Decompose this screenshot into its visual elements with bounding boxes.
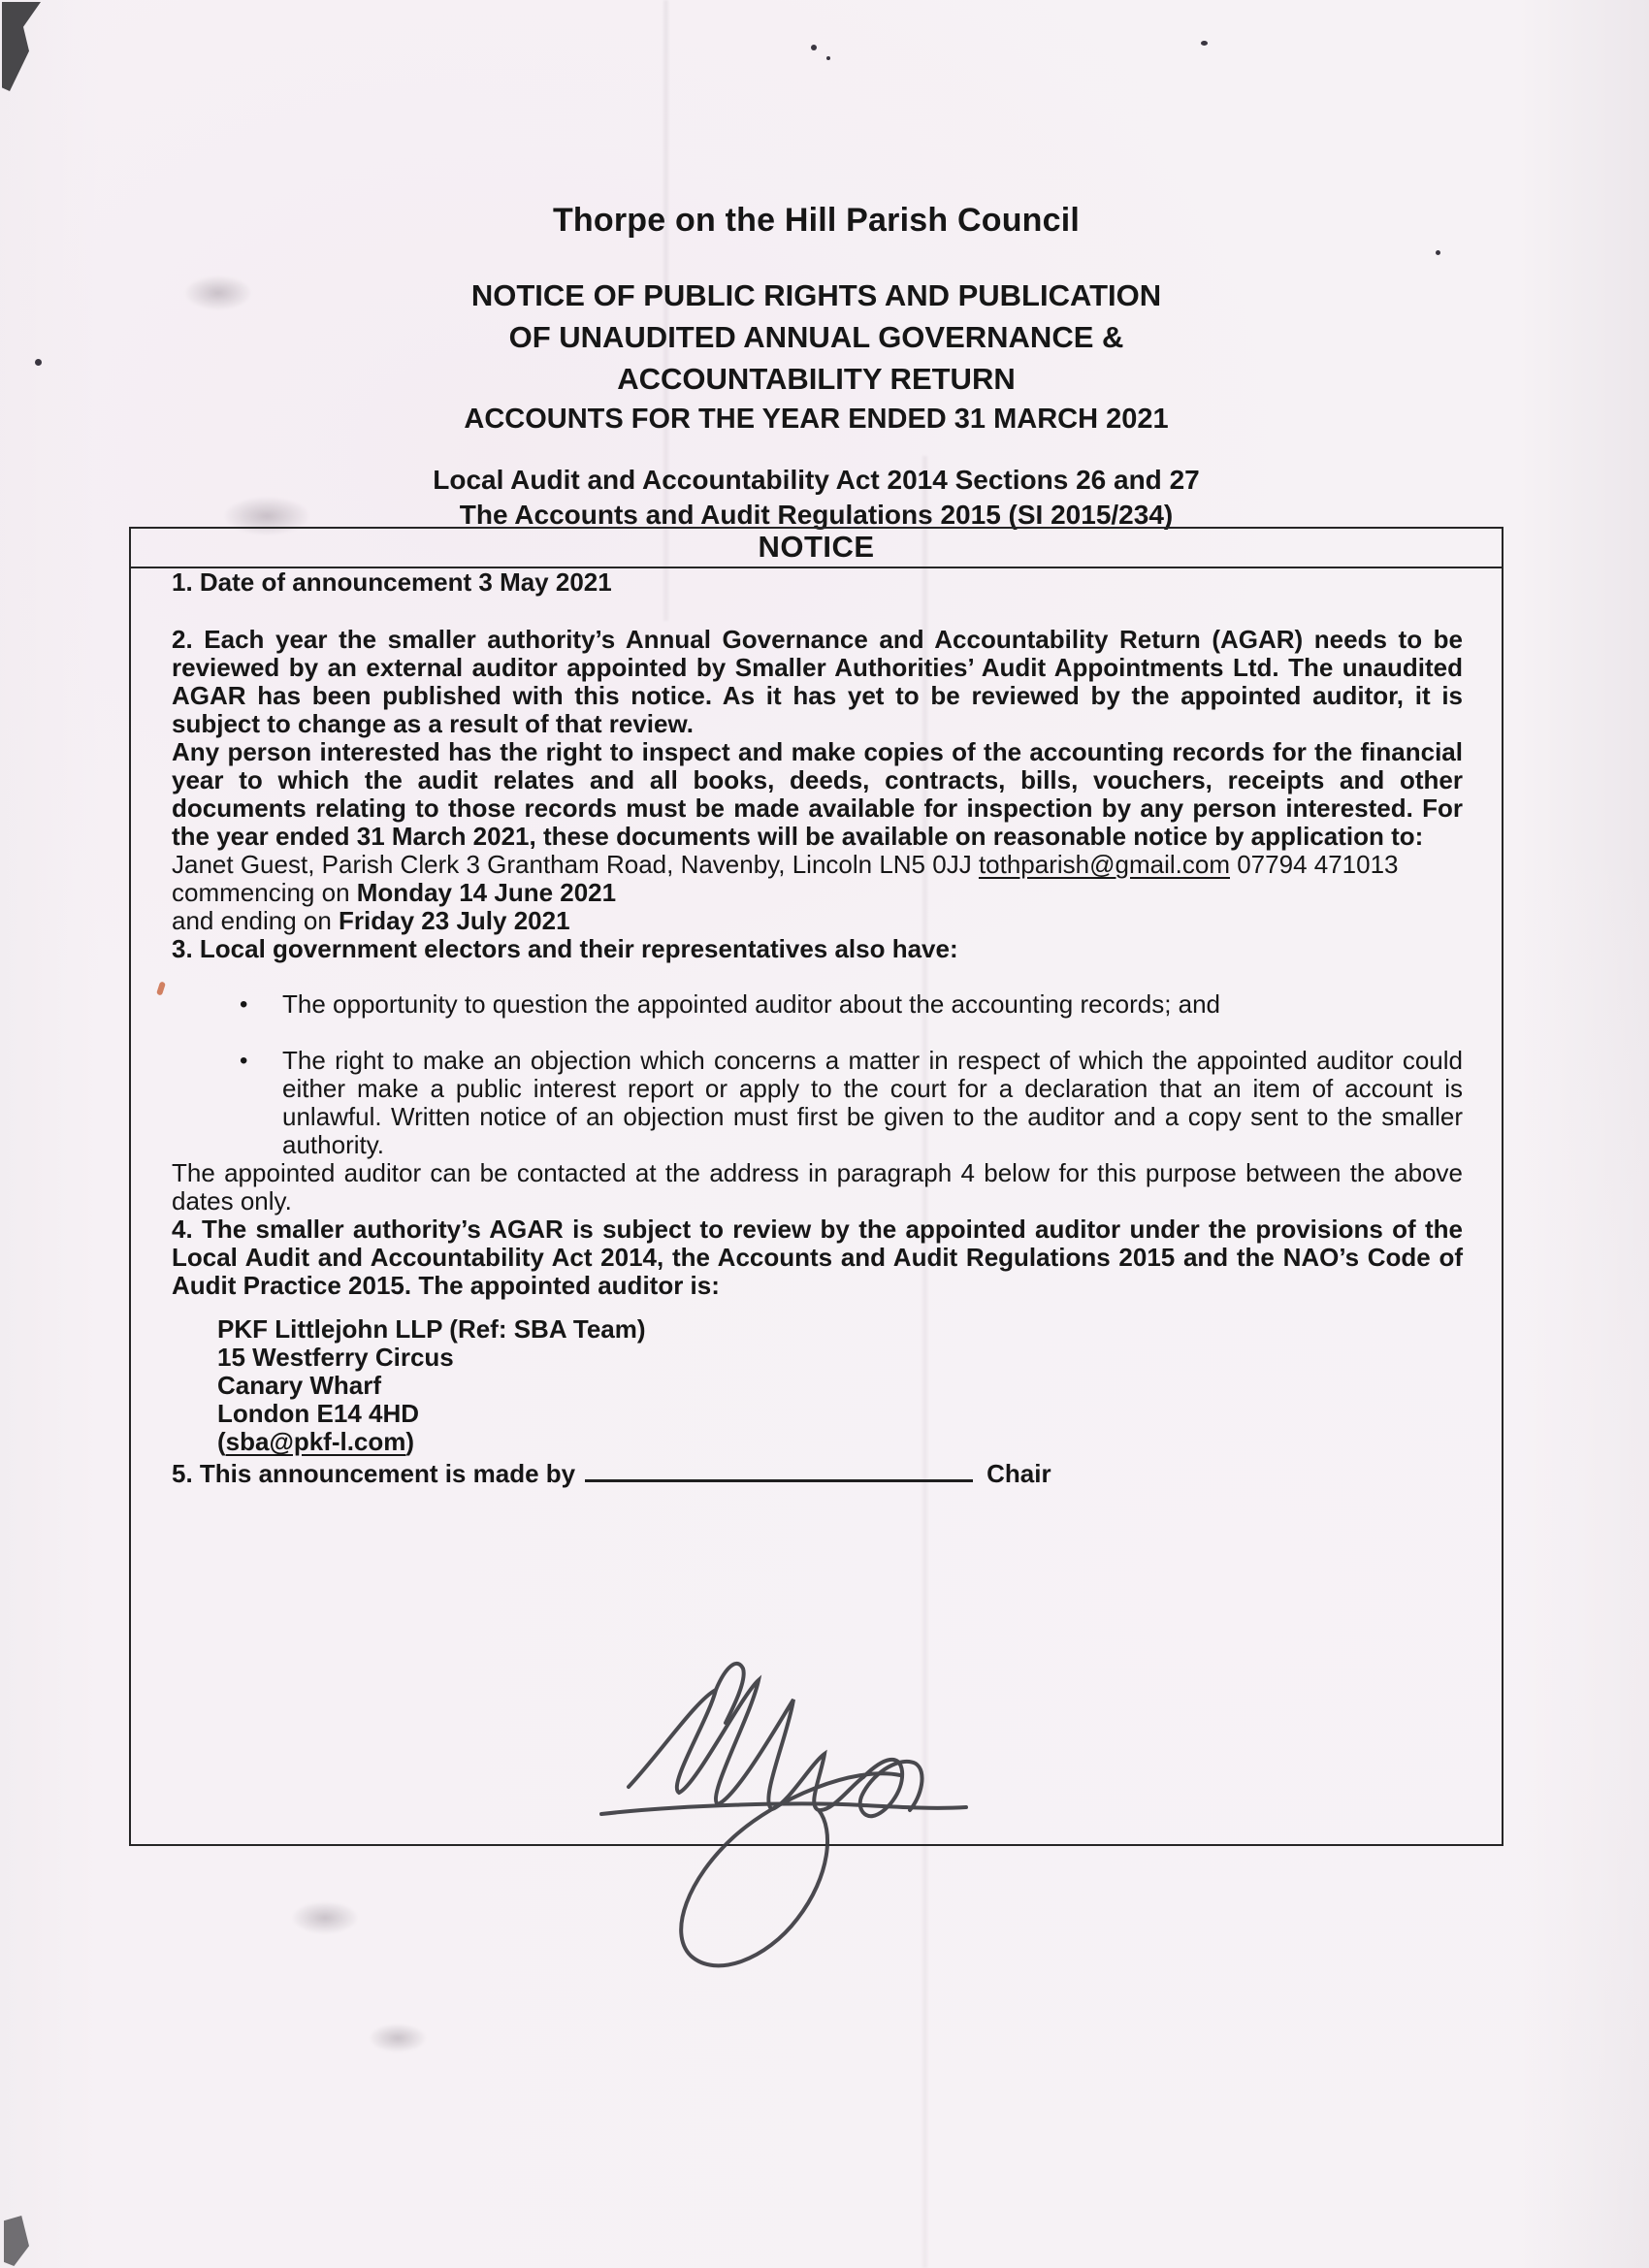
auditor-email-paren: ( [217,1427,226,1456]
scan-corner-shadow-bottom-left [4,2216,29,2266]
auditor-email-link[interactable]: sba@pkf-l.com [225,1427,406,1456]
paragraph-4: 4. The smaller authority’s AGAR is subject to review by the appointed auditor under the provisions of the Local Audit and Accountability Act 2014, the Accounts and Audit Regulations 2015 and the NAO’s Code of Audit Practice 2015. The appointed auditor is: [172,1215,1463,1300]
electors-rights-heading: 3. Local government electors and their representatives also have: [172,934,958,963]
notice-title-line: NOTICE OF PUBLIC RIGHTS AND PUBLICATION [470,278,1162,312]
scan-speck [35,359,42,366]
bullet-icon: • [240,991,248,1018]
ending-line [172,907,1463,935]
paragraph-2 [172,626,1463,851]
scan-smudge [369,2024,427,2053]
announcement-date-line: 1. Date of announcement 3 May 2021 [172,567,612,597]
clerk-phone-text: 07794 471013 [1230,850,1399,879]
scan-speck [1201,41,1208,46]
bullet-text: The right to make an objection which concerns a matter in respect of which the appointed auditor could either make a public interest report or apply to the court for a declaration that an item of account is unlawful. Written notice of an objection must first be given to the auditor and a copy sent to the smaller authority. [282,1046,1463,1159]
notice-box-heading: NOTICE [131,529,1502,568]
bullet-item [240,1047,1463,1159]
legislation-line: The Accounts and Audit Regulations 2015 (SI 2015/234) [459,500,1174,530]
notice-box [129,527,1504,1846]
notice-title-line: OF UNAUDITED ANNUAL GOVERNANCE & [508,320,1124,354]
clerk-contact-line [172,851,1463,879]
scan-speck [826,56,830,60]
notice-body [131,568,1502,1488]
auditor-email-line [217,1428,1463,1456]
commencing-label: commencing on [172,878,357,907]
chair-label: Chair [986,1459,1051,1488]
commencing-line [172,879,1463,907]
ending-date: Friday 23 July 2021 [339,906,570,935]
auditor-address-block [217,1315,1463,1456]
clerk-email-link[interactable]: tothparish@gmail.com [978,850,1230,879]
auditor-address-line: Canary Wharf [217,1371,382,1400]
notice-title-line: ACCOUNTABILITY RETURN [617,362,1016,396]
bullet-text: The opportunity to question the appointed auditor about the accounting records; and [282,989,1221,1019]
scan-speck [1436,250,1440,255]
page-title: Thorpe on the Hill Parish Council [552,202,1081,239]
paragraph-2a: 2. Each year the smaller authority’s Annual Governance and Accountability Return (AGAR) needs to be reviewed by an external auditor appointed by Smaller Authorities’ Audit Appointments Ltd. The unaudited AGAR has been published with this notice. As it has yet to be reviewed by the appointed auditor, it is subject to change as a result of that review. [172,625,1463,738]
legislation-lines [129,463,1504,533]
auditor-email-paren: ) [405,1427,415,1456]
signature-blank-line [585,1456,973,1482]
scan-smudge [291,1901,359,1934]
auditor-contact-note: The appointed auditor can be contacted at the address in paragraph 4 below for this purpose between the above dates only. [172,1158,1463,1215]
scan-corner-shadow-top-left [2,2,41,91]
announcement-signature-line [172,1456,1463,1488]
legislation-line: Local Audit and Accountability Act 2014 Sections 26 and 27 [433,465,1200,495]
auditor-address-line: PKF Littlejohn LLP (Ref: SBA Team) [217,1314,646,1344]
scan-speck [811,45,817,50]
bullet-item [240,990,1463,1019]
paragraph-2b: Any person interested has the right to inspect and make copies of the accounting records for the financial year to which the audit relates and all books, deeds, contracts, bills, vouchers, receipts and other documents relating to those records must be made available for inspection by any person interested. For the year ended 31 March 2021, these documents will be available on reasonable notice by application to: [172,737,1463,851]
auditor-address-line: London E14 4HD [217,1399,420,1428]
made-by-label: 5. This announcement is made by [172,1459,576,1488]
clerk-contact-text: Janet Guest, Parish Clerk 3 Grantham Road, Navenby, Lincoln LN5 0JJ [172,850,979,879]
accounts-year-line: ACCOUNTS FOR THE YEAR ENDED 31 MARCH 2021 [464,404,1169,435]
ending-label: and ending on [172,906,340,935]
bullet-icon: • [240,1048,248,1074]
commencing-date: Monday 14 June 2021 [356,878,617,907]
auditor-address-line: 15 Westferry Circus [217,1343,454,1372]
notice-title [129,275,1504,400]
